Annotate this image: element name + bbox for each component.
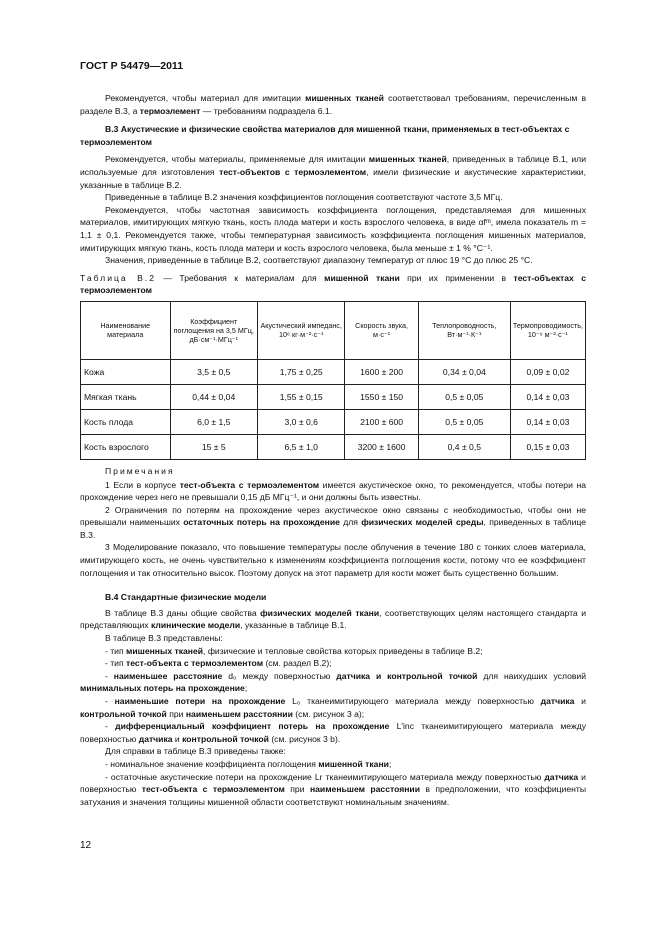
text: и: [574, 696, 586, 706]
term: наименьшее расстояние: [113, 670, 223, 681]
term: тест-объекта с термоэлементом: [141, 784, 285, 795]
table-cell: Мягкая ткань: [81, 384, 171, 409]
text: , указанные в таблице В.1.: [240, 620, 347, 631]
list-item: [80, 771, 586, 809]
table-cell: 6,5 ± 1,0: [258, 434, 345, 459]
note-1: [80, 479, 586, 504]
column-header: Термопроводимость, 10⁻⁶ м⁻²·с⁻¹: [510, 301, 585, 359]
note-2: [80, 504, 586, 542]
table-cell: 0,34 ± 0,04: [418, 359, 510, 384]
table-cell: 0,09 ± 0,02: [510, 359, 585, 384]
term: наименьшем расстоянии: [309, 784, 420, 795]
table-cell: 1,75 ± 0,25: [258, 359, 345, 384]
section-heading-b3: В.3 Акустические и физические свойства материалов для мишенной ткани, применяемых в тест-объектах с термоэлементом: [80, 124, 570, 147]
term: термоэлемент: [139, 105, 201, 116]
table-cell: 3200 ± 1600: [345, 434, 418, 459]
text: — требованиям подраздела 6.1.: [200, 105, 333, 116]
table-cell: 3,5 ± 0,5: [170, 359, 258, 384]
term: физических моделей ткани: [260, 607, 380, 618]
text: d₀ между поверхностью: [222, 670, 337, 681]
table-cell: 0,14 ± 0,03: [510, 384, 585, 409]
caption-label: Таблица В.2: [80, 272, 157, 283]
table-cell: 0,5 ± 0,05: [418, 384, 510, 409]
table-cell: 3,0 ± 0,6: [258, 409, 345, 434]
column-header: Акустический импеданс, 10⁶ кг·м⁻²·с⁻¹: [258, 301, 345, 359]
table-cell: 6,0 ± 1,5: [170, 409, 258, 434]
table-cell: Кость плода: [81, 409, 171, 434]
notes-title: Примечания: [105, 465, 175, 476]
text: Рекомендуется, чтобы материал для имитации: [105, 93, 306, 103]
text: и: [172, 733, 183, 744]
table-cell: 1550 ± 150: [345, 384, 418, 409]
text: , физические и тепловые свойства которых приведены в таблице В.2;: [203, 645, 483, 656]
table-cell: 0,15 ± 0,03: [510, 434, 585, 459]
table-cell: Кость взрослого: [81, 434, 171, 459]
text: при: [284, 784, 310, 795]
term: тест-объекта с термоэлементом: [126, 658, 264, 669]
term: тест-объектах с термоэлементом: [80, 272, 586, 296]
text: — Требования к материалам для: [156, 272, 325, 283]
page-content: [80, 92, 586, 808]
text: ;: [244, 683, 248, 694]
column-header: Коэффициент поглощения на 3,5 МГц, дБ·см⁻¹·МГц⁻¹: [170, 301, 258, 359]
text: ;: [388, 758, 392, 769]
list-item: [80, 758, 586, 771]
b3-paragraph-2: Приведенные в таблице В.2 значения коэффициентов поглощения соответствуют частоте 3,5 МГц.: [105, 192, 503, 203]
text: , имели физические и акустические характеристики, указанные в таблице В.2.: [80, 166, 586, 190]
term: минимальных потерь на прохождение: [80, 683, 245, 694]
text: и поверхностью: [80, 771, 586, 795]
term: остаточных потерь на прохождение: [183, 517, 340, 528]
term: мишенной ткани: [324, 272, 400, 283]
table-cell: 1600 ± 200: [345, 359, 418, 384]
section-heading-b4: В.4 Стандартные физические модели: [105, 592, 267, 603]
term: тест-объекта с термоэлементом: [179, 479, 320, 490]
table-cell: 15 ± 5: [170, 434, 258, 459]
text: для наихудших условий: [477, 670, 587, 681]
text: В таблице В.3 даны общие свойства: [105, 607, 261, 618]
b4-paragraph-2: В таблице В.3 представлены:: [105, 633, 223, 644]
text: , приведенных в таблице В.3.: [80, 517, 586, 540]
list-item: [80, 657, 586, 670]
text: для: [339, 517, 362, 528]
text: 1 Если в корпусе: [105, 479, 180, 490]
text: (см. рисунок 3 а);: [292, 708, 365, 719]
term: тест-объектов с термоэлементом: [219, 166, 367, 177]
text: при: [166, 708, 186, 719]
table-cell: 0,44 ± 0,04: [170, 384, 258, 409]
text: Рекомендуется, чтобы материалы, применяемые для имитации: [105, 154, 369, 165]
text: , соответствующих целям настоящего стандарта и представляющих: [80, 607, 587, 631]
term: клинические модели: [151, 620, 241, 631]
text: соответствовал требованиям, перечисленным в разделе В.3, а: [80, 93, 587, 116]
list-item: [80, 720, 586, 745]
table-cell: 0,5 ± 0,05: [418, 409, 510, 434]
term: датчика: [544, 771, 579, 782]
text: L'inc тканеимитирующего материала между поверхностью: [80, 721, 587, 744]
text: 2 Ограничения по потерям на прохождение через акустическое окно связаны с необходимостью, чтобы они не превышали наименьших: [80, 504, 586, 528]
term: контрольной точкой: [80, 708, 167, 719]
text: -: [105, 696, 115, 706]
page-number: 12: [80, 840, 92, 851]
column-header: Наименование материала: [81, 301, 171, 359]
column-header: Скорость звука, м·с⁻¹: [345, 301, 418, 359]
note-3: 3 Моделирование показало, что повышение температуры после облучения в течение 180 с тонких слоев материала, имитирующего кость, не очень чувствительно к изменениям коэффициента поглощения кости, потому что ее коэффициент поглощения и так относительно высок. Поэтому допуск на этот параметр для кости может быть существенно большим.: [80, 542, 586, 578]
text: (см. раздел В.2);: [263, 658, 332, 669]
b4-paragraph-1: [80, 607, 586, 632]
table-row: [81, 384, 586, 409]
term: датчика: [540, 696, 575, 706]
text: , приведенных в таблице В.1, или используемые для изготовления: [80, 154, 587, 177]
table-header-row: [81, 301, 586, 359]
column-header: Теплопроводность, Вт·м⁻¹·К⁻¹: [418, 301, 510, 359]
term: мишенных тканей: [368, 154, 447, 165]
term: наименьшем расстоянии: [185, 708, 293, 719]
table-cell: 1,55 ± 0,15: [258, 384, 345, 409]
document-header: ГОСТ Р 54479—2011: [80, 60, 184, 72]
list-item: [80, 670, 586, 695]
term: мишенных тканей: [305, 93, 384, 103]
intro-paragraph: [80, 92, 586, 117]
text: - номинальное значение коэффициента поглощения: [105, 758, 319, 769]
list-item: [80, 645, 586, 658]
table-cell: 0,14 ± 0,03: [510, 409, 585, 434]
table-row: [81, 409, 586, 434]
materials-table: [80, 301, 586, 460]
term: контрольной точкой: [182, 733, 269, 744]
term: датчика и контрольной точкой: [336, 670, 478, 681]
term: дифференциальный коэффициент потерь на прохождение: [115, 721, 390, 732]
term: датчика: [138, 733, 173, 744]
term: физических моделей среды: [361, 517, 484, 528]
table-cell: 2100 ± 600: [345, 409, 418, 434]
b4-paragraph-3: Для справки в таблице В.3 приведены также:: [105, 746, 286, 757]
text: - тип: [105, 645, 127, 656]
table-cell: Кожа: [81, 359, 171, 384]
term: мишенной ткани: [318, 758, 389, 769]
term: наименьшие потери на прохождение: [114, 696, 286, 706]
table-row: [81, 434, 586, 459]
table-cell: 0,4 ± 0,5: [418, 434, 510, 459]
text: -: [105, 721, 116, 732]
text: (см. рисунок 3 b).: [268, 733, 341, 744]
text: при их применении в: [399, 272, 514, 283]
b3-paragraph-3: Рекомендуется, чтобы частотная зависимость коэффициента поглощения, представляемая для мишенных материалов, имитирующих мягкую ткань, кость плода матери и кость взрослого человека, в виде αfᵐ, имела показатель m = 1,1 ± 0,1. Рекомендуется также, чтобы температурная зависимость коэффициента поглощения мишенных материалов, имитирующих мягкую ткань, кость плода матери и кость взрослого человека, была меньше ± 1 % °С⁻¹.: [80, 204, 586, 253]
list-item: [80, 695, 586, 720]
term: мишенных тканей: [126, 645, 204, 656]
text: имеется акустическое окно, то рекомендуется, чтобы потери на прохождение через него не превышали 0,15 дБ МГц⁻¹, и они должны быть известны.: [80, 479, 586, 503]
table-row: [81, 359, 586, 384]
b3-paragraph-4: Значения, приведенные в таблице В.2, соответствуют диапазону температур от плюс 19 °С до плюс 25 °С.: [105, 255, 533, 266]
text: в предположении, что коэффициенты затухания и значения толщины мишенной области соответствуют номинальным значениям.: [80, 784, 586, 807]
text: - остаточные акустические потери на прохождение Lr тканеимитирующего материала между поверхностью: [105, 771, 545, 782]
text: - тип: [105, 658, 127, 669]
text: -: [105, 670, 114, 681]
table-caption: [80, 272, 586, 297]
text: L₀ тканеимитирующего материала между поверхностью: [285, 696, 541, 706]
b3-paragraph-1: [80, 153, 586, 191]
